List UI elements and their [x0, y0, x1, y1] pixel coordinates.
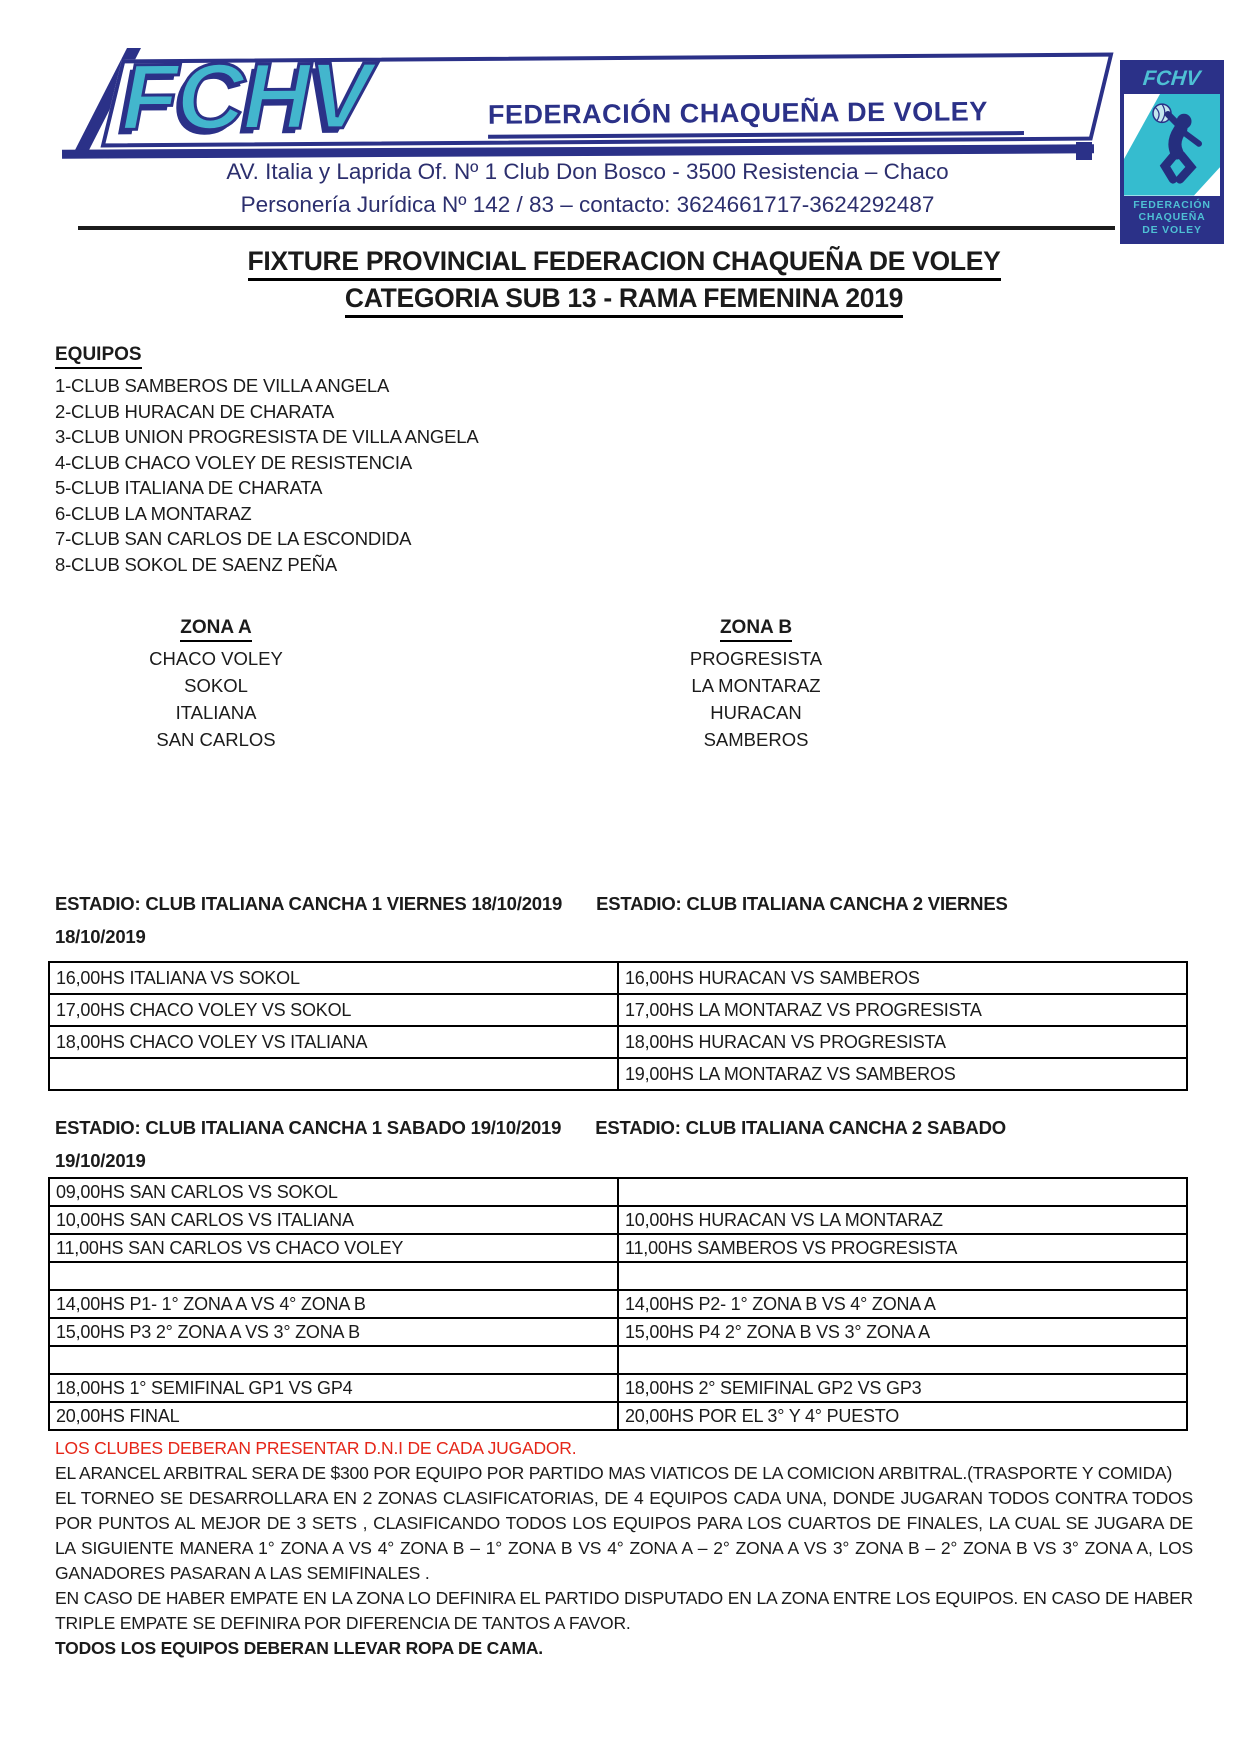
equipos-heading: EQUIPOS — [55, 344, 142, 369]
letterhead — [0, 0, 1241, 238]
equipo-item: 2-CLUB HURACAN DE CHARATA — [55, 400, 335, 422]
zona-team: CHACO VOLEY — [149, 648, 283, 669]
equipo-item: 6-CLUB LA MONTARAZ — [55, 502, 252, 524]
table-row — [49, 962, 1187, 994]
match-cell: 19,00HS LA MONTARAZ VS SAMBEROS — [618, 1058, 1187, 1090]
match-cell — [49, 1058, 618, 1090]
logo-banner — [100, 42, 1113, 150]
fchv-logo-text: FCHV — [120, 42, 370, 150]
address-line-1: AV. Italia y Laprida Of. Nº 1 Club Don Bosco - 3500 Resistencia – Chaco — [226, 159, 949, 184]
header-divider-rule — [78, 226, 1115, 230]
table-row — [49, 1402, 1187, 1430]
zonas-section — [55, 617, 1193, 757]
equipo-item: 5-CLUB ITALIANA DE CHARATA — [55, 477, 323, 498]
title-line-2: CATEGORIA SUB 13 - RAMA FEMENINA 2019 — [345, 283, 903, 318]
note-empate-rule: EN CASO DE HABER EMPATE EN LA ZONA LO DEFINIRA EL PARTIDO DISPUTADO EN LA ZONA ENTRE LOS EQUIPOS. EN CASO DE HABER TRIPLE EMPATE SE DEFINIRA POR DIFERENCIA DE TANTOS A FAVOR. — [55, 1588, 1193, 1633]
badge-text-line-1: FEDERACIÓN — [1133, 198, 1211, 211]
table-row — [49, 1346, 1187, 1374]
fixture-table-sabado — [48, 1177, 1188, 1431]
federation-name: FEDERACIÓN CHAQUEÑA DE VOLEY — [488, 96, 1024, 139]
note-arancel: EL ARANCEL ARBITRAL SERA DE $300 POR EQUIPO POR PARTIDO MAS VIATICOS DE LA COMICION ARBITRAL.(TRASPORTE Y COMIDA) — [55, 1463, 1173, 1483]
estadio-header-sabado — [55, 1111, 1193, 1177]
address-block — [80, 155, 1095, 221]
zona-team: SAN CARLOS — [156, 729, 276, 750]
estadio-viernes-cancha-1: ESTADIO: CLUB ITALIANA CANCHA 1 VIERNES 18/10/2019 — [55, 893, 563, 914]
match-cell: 18,00HS HURACAN VS PROGRESISTA — [618, 1026, 1187, 1058]
zona-team: SAMBEROS — [703, 729, 809, 750]
match-cell: 10,00HS SAN CARLOS VS ITALIANA — [49, 1206, 618, 1234]
table-row — [49, 1206, 1187, 1234]
match-cell: 14,00HS P1- 1° ZONA A VS 4° ZONA B — [49, 1290, 618, 1318]
match-cell: 18,00HS CHACO VOLEY VS ITALIANA — [49, 1026, 618, 1058]
notes-section — [55, 1436, 1193, 1661]
estadio-sabado-cancha-1: ESTADIO: CLUB ITALIANA CANCHA 1 SABADO 19/10/2019 — [55, 1117, 562, 1138]
zona-a-heading: ZONA A — [180, 617, 251, 642]
note-torneo-format: EL TORNEO SE DESARROLLARA EN 2 ZONAS CLASIFICATORIAS, DE 4 EQUIPOS CADA UNA, DONDE JUGARAN TODOS CONTRA TODOS POR PUNTOS AL MEJOR DE 3 SETS , CLASIFICANDO TODOS LOS EQUIPOS PARA LOS CUARTOS DE FINALES, LA CUAL SE JUGARA DE LA SIGUIENTE MANERA 1° ZONA A VS 4° ZONA B – 1° ZONA B VS 4° ZONA A – 2° ZONA A VS 3° ZONA B – 2° ZONA B VS 3° ZONA A, LOS GANADORES PASARAN A LAS SEMIFINALES . — [55, 1488, 1193, 1583]
table-row — [49, 1234, 1187, 1262]
match-cell: 17,00HS CHACO VOLEY VS SOKOL — [49, 994, 618, 1026]
zona-team: LA MONTARAZ — [691, 675, 821, 696]
match-cell: 09,00HS SAN CARLOS VS SOKOL — [49, 1178, 618, 1206]
equipo-item: 1-CLUB SAMBEROS DE VILLA ANGELA — [55, 375, 390, 396]
match-cell: 14,00HS P2- 1° ZONA B VS 4° ZONA A — [618, 1290, 1187, 1318]
volleyball-player-icon — [1124, 94, 1220, 196]
table-row — [49, 1262, 1187, 1290]
table-row — [49, 1290, 1187, 1318]
table-row — [49, 1318, 1187, 1346]
fixture-table-viernes — [48, 961, 1188, 1091]
match-cell: 15,00HS P4 2° ZONA B VS 3° ZONA A — [618, 1318, 1187, 1346]
note-ropa-de-cama: TODOS LOS EQUIPOS DEBERAN LLEVAR ROPA DE CAMA. — [55, 1638, 543, 1658]
zona-team: ITALIANA — [175, 702, 257, 723]
badge-text-line-3: DE VOLEY — [1142, 223, 1202, 236]
match-cell: 11,00HS SAN CARLOS VS CHACO VOLEY — [49, 1234, 618, 1262]
equipo-item: 3-CLUB UNION PROGRESISTA DE VILLA ANGELA — [55, 426, 479, 447]
equipo-item: 4-CLUB CHACO VOLEY DE RESISTENCIA — [55, 451, 412, 473]
match-cell: 20,00HS FINAL — [49, 1402, 618, 1430]
equipos-section — [55, 344, 1193, 577]
zona-team: SOKOL — [184, 675, 248, 696]
estadio-header-viernes — [55, 887, 1193, 953]
badge-text-line-2: CHAQUEÑA — [1138, 211, 1206, 223]
table-row — [49, 994, 1187, 1026]
estadio-viernes-wrap-date: 18/10/2019 — [55, 926, 146, 947]
match-cell: 18,00HS 2° SEMIFINAL GP2 VS GP3 — [618, 1374, 1187, 1402]
badge-acronym-text: FCHV — [1142, 67, 1202, 90]
match-cell: 10,00HS HURACAN VS LA MONTARAZ — [618, 1206, 1187, 1234]
zona-a-column — [88, 617, 344, 753]
zona-b-heading: ZONA B — [720, 617, 792, 642]
match-cell: 17,00HS LA MONTARAZ VS PROGRESISTA — [618, 994, 1187, 1026]
table-row — [49, 1026, 1187, 1058]
match-cell — [618, 1178, 1187, 1206]
match-cell — [49, 1346, 618, 1374]
table-row — [49, 1374, 1187, 1402]
table-row — [49, 1178, 1187, 1206]
zona-team: PROGRESISTA — [689, 648, 823, 669]
document-title — [55, 246, 1193, 320]
match-cell: 16,00HS HURACAN VS SAMBEROS — [618, 962, 1187, 994]
fchv-badge-logo — [1120, 60, 1224, 244]
match-cell: 18,00HS 1° SEMIFINAL GP1 VS GP4 — [49, 1374, 618, 1402]
estadio-sabado-wrap-date: 19/10/2019 — [55, 1150, 146, 1171]
document-body — [0, 246, 1241, 1661]
match-cell — [49, 1262, 618, 1290]
match-cell: 16,00HS ITALIANA VS SOKOL — [49, 962, 618, 994]
match-cell — [618, 1346, 1187, 1374]
logo-banner-inner — [115, 42, 1099, 150]
title-line-1: FIXTURE PROVINCIAL FEDERACION CHAQUEÑA DE VOLEY — [248, 246, 1001, 281]
table-row — [49, 1058, 1187, 1090]
zona-team: HURACAN — [710, 702, 802, 723]
address-line-2: Personería Jurídica Nº 142 / 83 – contacto: 3624661717-3624292487 — [240, 192, 935, 217]
badge-top-band — [1124, 64, 1220, 94]
badge-emblem — [1124, 94, 1220, 196]
equipo-item: 8-CLUB SOKOL DE SAENZ PEÑA — [55, 553, 337, 575]
note-dni-warning: LOS CLUBES DEBERAN PRESENTAR D.N.I DE CADA JUGADOR. — [55, 1438, 577, 1458]
match-cell: 11,00HS SAMBEROS VS PROGRESISTA — [618, 1234, 1187, 1262]
estadio-sabado-cancha-2: ESTADIO: CLUB ITALIANA CANCHA 2 SABADO — [595, 1117, 1006, 1138]
match-cell — [618, 1262, 1187, 1290]
match-cell: 15,00HS P3 2° ZONA A VS 3° ZONA B — [49, 1318, 618, 1346]
badge-bottom-band — [1124, 196, 1220, 241]
equipo-item: 7-CLUB SAN CARLOS DE LA ESCONDIDA — [55, 528, 412, 549]
estadio-viernes-cancha-2: ESTADIO: CLUB ITALIANA CANCHA 2 VIERNES — [596, 893, 1008, 914]
match-cell: 20,00HS POR EL 3° Y 4° PUESTO — [618, 1402, 1187, 1430]
zona-b-column — [618, 617, 894, 753]
